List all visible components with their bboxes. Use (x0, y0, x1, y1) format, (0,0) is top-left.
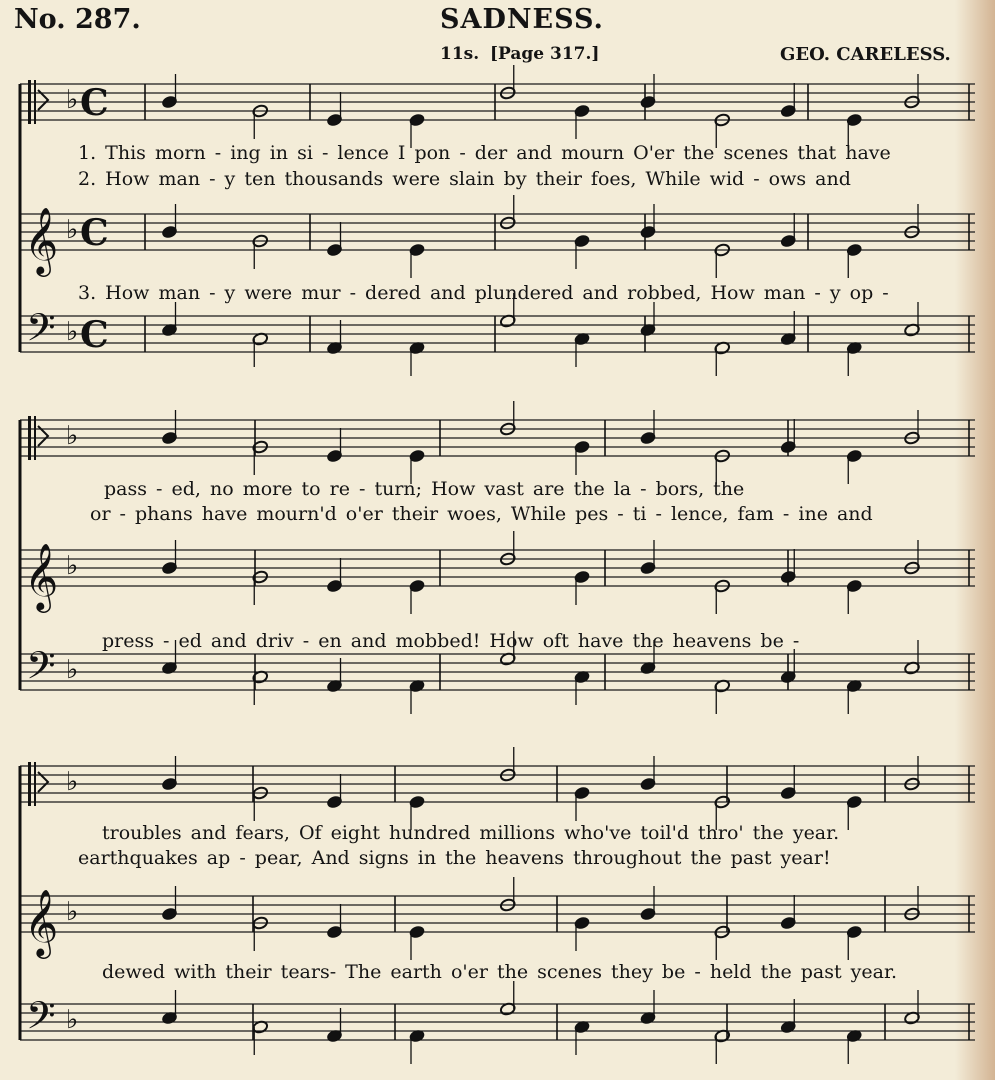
flat-icon: ♭ (66, 421, 79, 451)
lyric-line-verse1: pass - ed, no more to re - turn; How vast are the la - bors, the (104, 478, 745, 500)
lyric-line-verse1: troubles and fears, Of eight hundred millions who've toil'd thro' the year. (102, 822, 840, 844)
flat-icon: ♭ (66, 767, 79, 797)
common-time-icon: C (80, 82, 109, 124)
treble-clef-icon: 𝄞 (24, 888, 59, 956)
flat-icon: ♭ (66, 215, 79, 245)
lyric-line-verse2: 2. How man - y ten thousands were slain by their foes, While wid - ows and (78, 168, 851, 190)
meter-label: 11s. (440, 44, 480, 64)
flat-icon: ♭ (66, 1005, 79, 1035)
treble-clef-icon: 𝄞 (24, 542, 59, 610)
bass-clef-icon: 𝄢 (26, 993, 56, 1047)
tenor-clef-icon (34, 762, 36, 806)
lyric-line-verse2: earthquakes ap - pear, And signs in the heavens throughout the past year! (78, 847, 831, 869)
tenor-clef-icon (28, 762, 31, 806)
bass-clef-icon: 𝄢 (26, 643, 56, 697)
lyric-line-verse3: 3. How man - y were mur - dered and plundered and robbed, How man - y op - (78, 282, 889, 304)
composer-name: GEO. CARELESS. (780, 44, 951, 65)
tenor-clef-icon (34, 80, 36, 124)
page-reference: [Page 317.] (490, 44, 600, 64)
flat-icon: ♭ (66, 85, 79, 115)
common-time-icon: C (80, 212, 109, 254)
common-time-icon: C (80, 314, 109, 356)
flat-icon: ♭ (66, 897, 79, 927)
hymn-title: SADNESS. (440, 4, 604, 35)
lyric-line-verse3: press - ed and driv - en and mobbed! How oft have the heavens be - (102, 630, 800, 652)
tenor-clef-icon (28, 80, 31, 124)
lyric-line-verse3: dewed with their tears- The earth o'er the scenes they be - held the past year. (102, 961, 897, 983)
treble-clef-icon: 𝄞 (24, 206, 59, 274)
lyric-line-verse1: 1. This morn - ing in si - lence I pon - der and mourn O'er the scenes that have (78, 142, 891, 164)
flat-icon: ♭ (66, 551, 79, 581)
flat-icon: ♭ (66, 317, 79, 347)
tenor-clef-icon (28, 416, 31, 460)
bass-clef-icon: 𝄢 (26, 305, 56, 359)
flat-icon: ♭ (66, 655, 79, 685)
lyric-line-verse2: or - phans have mourn'd o'er their woes, While pes - ti - lence, fam - ine and (90, 503, 873, 525)
hymn-number: No. 287. (14, 4, 141, 35)
tenor-clef-icon (34, 416, 36, 460)
